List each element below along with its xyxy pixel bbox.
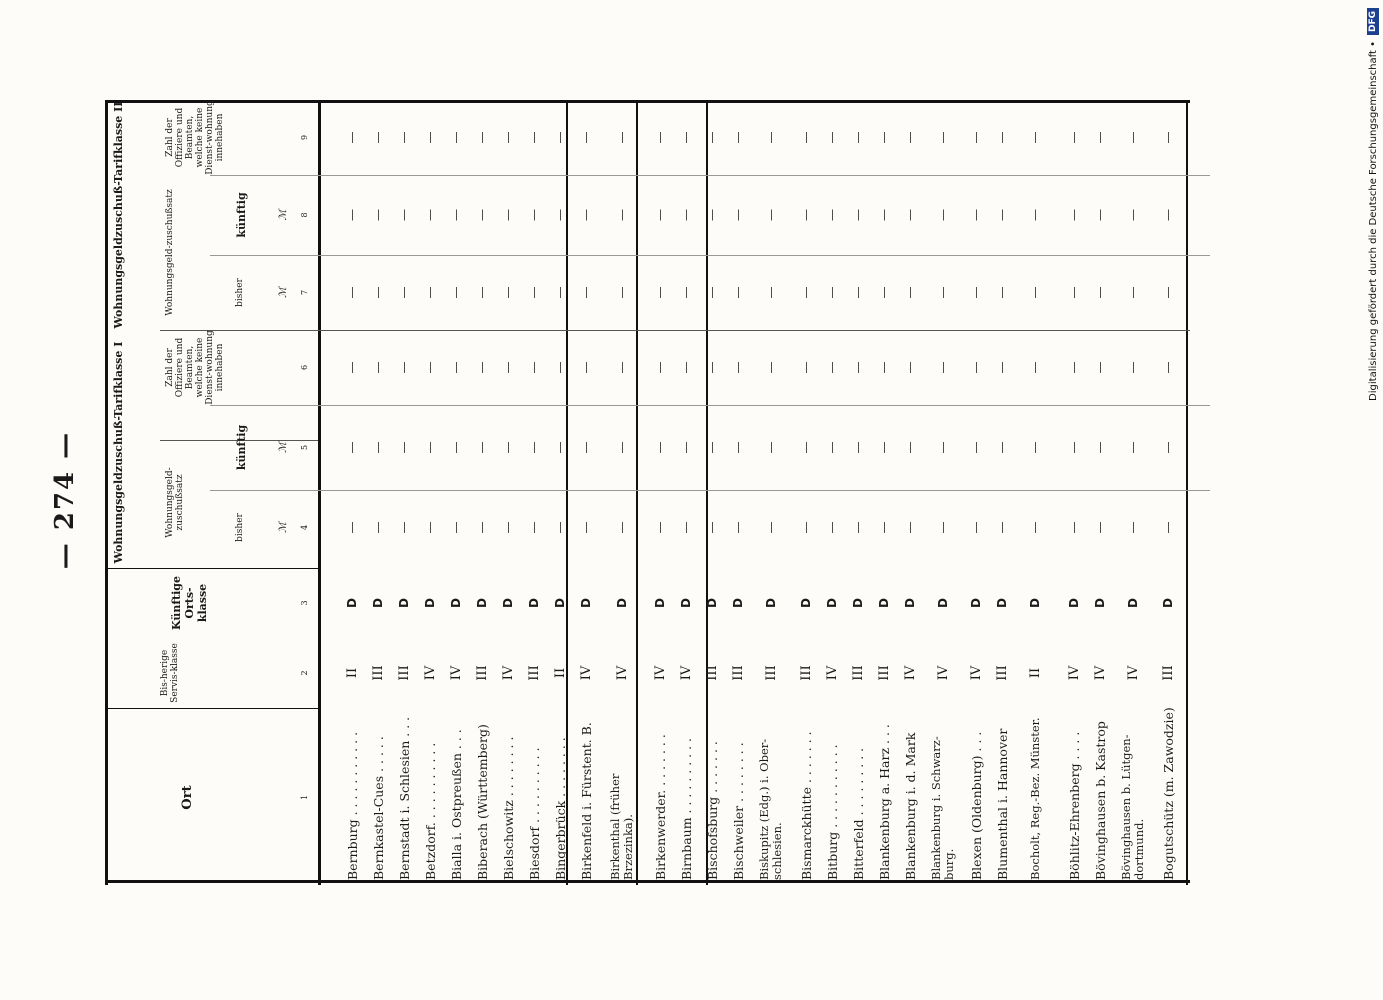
servis-class: IV xyxy=(652,665,668,681)
servis-class: IV xyxy=(448,665,464,681)
officer-count: — xyxy=(423,131,437,144)
tariff-value: — xyxy=(1067,209,1081,221)
servis-class: IV xyxy=(902,665,918,681)
tariff-value: — xyxy=(851,521,865,534)
place-name: Bischofsburg . . . . . . . xyxy=(704,741,720,880)
tariff-value: — xyxy=(449,521,463,534)
tariff-value: — xyxy=(501,521,515,534)
tariff-value: — xyxy=(903,209,917,221)
tariff-value: — xyxy=(345,441,359,454)
header-ort: Ort xyxy=(180,785,195,810)
col-number: 2 xyxy=(300,670,309,676)
tariff-value: — xyxy=(995,521,1009,534)
officer-count: — xyxy=(705,361,719,374)
tariff-value: — xyxy=(1028,521,1042,534)
tariff-value: — xyxy=(705,286,719,299)
tariff-value: — xyxy=(653,441,667,454)
tariff-value: — xyxy=(1161,286,1175,299)
servis-class: III xyxy=(994,665,1010,681)
officer-count: — xyxy=(579,131,593,144)
tariff-value: — xyxy=(449,286,463,299)
orts-class: D xyxy=(731,598,745,608)
tariff-value: — xyxy=(397,521,411,534)
officer-count: — xyxy=(877,361,891,374)
header-kuenftig-2: künftig xyxy=(235,192,248,238)
officer-count: — xyxy=(475,361,489,374)
officer-count: — xyxy=(653,361,667,374)
dfg-logo: DFG xyxy=(1367,8,1379,35)
orts-class: D xyxy=(705,598,719,608)
officer-count: — xyxy=(877,131,891,144)
header-tarifklasse-2: Wohnungsgeldzuschuß-Tarifklasse II xyxy=(112,101,125,329)
tariff-value: — xyxy=(1028,441,1042,454)
servis-class: III xyxy=(704,665,720,681)
col-number: 3 xyxy=(300,600,309,606)
orts-class: D xyxy=(799,598,813,608)
servis-class: IV xyxy=(500,665,516,681)
tariff-value: — xyxy=(995,286,1009,299)
header-bisher-1: bisher xyxy=(235,513,245,542)
orts-class: D xyxy=(764,598,778,608)
tariff-value: — xyxy=(345,286,359,299)
servis-class: II xyxy=(1027,667,1043,679)
tariff-value: — xyxy=(371,441,385,454)
officer-count: — xyxy=(553,131,567,144)
tariff-value: — xyxy=(1093,209,1107,221)
orts-class: D xyxy=(553,598,567,608)
tariff-value: — xyxy=(615,521,629,534)
tariff-value: — xyxy=(731,521,745,534)
officer-count: — xyxy=(1093,131,1107,144)
place-name: Bingerbrück . . . . . . . . xyxy=(552,737,568,880)
officer-count: — xyxy=(553,361,567,374)
servis-class: III xyxy=(370,665,386,681)
officer-count: — xyxy=(679,131,693,144)
tariff-value: — xyxy=(731,441,745,454)
unit-mark: ℳ xyxy=(278,442,289,453)
horizontal-rule xyxy=(105,568,320,569)
tariff-value: — xyxy=(764,286,778,299)
col-number: 1 xyxy=(300,794,309,801)
tariff-value: — xyxy=(936,286,950,299)
tariff-value: — xyxy=(825,521,839,534)
col-number: 6 xyxy=(300,364,309,371)
tariff-value: — xyxy=(579,286,593,299)
orts-class: D xyxy=(475,598,489,608)
place-name: Biberach (Württemberg) xyxy=(474,724,490,880)
tariff-value: — xyxy=(653,286,667,299)
orts-class: D xyxy=(995,598,1009,608)
tariff-value: — xyxy=(449,441,463,454)
orts-class: D xyxy=(527,598,541,608)
digitization-credit xyxy=(1365,8,1381,400)
servis-class: IV xyxy=(1066,665,1082,681)
tariff-value: — xyxy=(527,209,541,221)
tariff-value: — xyxy=(475,286,489,299)
header-kuenftig-1: künftig xyxy=(235,424,248,471)
tariff-value: — xyxy=(579,209,593,221)
header-zahl-1: Zahl der Offiziere und Beamten, welche keine Dienst-wohnung innehaben xyxy=(165,330,225,405)
servis-class: II xyxy=(344,667,360,679)
tariff-value: — xyxy=(615,286,629,299)
tariff-value: — xyxy=(527,441,541,454)
servis-class: IV xyxy=(968,665,984,681)
tariff-value: — xyxy=(936,441,950,454)
tariff-value: — xyxy=(501,286,515,299)
horizontal-rule xyxy=(105,708,320,709)
officer-count: — xyxy=(731,361,745,374)
place-name: Bövinghausen b. Lütgen-dortmund. xyxy=(1119,734,1146,880)
tariff-value: — xyxy=(423,209,437,221)
tariff-value: — xyxy=(903,286,917,299)
tariff-value: — xyxy=(799,209,813,221)
place-name: Biesdorf . . . . . . . . . . xyxy=(526,747,542,880)
tariff-value: — xyxy=(877,286,891,299)
tariff-value: — xyxy=(553,286,567,299)
servis-class: IV xyxy=(935,665,951,681)
officer-count: — xyxy=(423,361,437,374)
servis-class: III xyxy=(526,665,542,681)
officer-count: — xyxy=(1126,131,1140,144)
tariff-value: — xyxy=(825,209,839,221)
tariff-value: — xyxy=(799,441,813,454)
officer-count: — xyxy=(397,361,411,374)
tariff-value: — xyxy=(397,286,411,299)
tariff-value: — xyxy=(1161,209,1175,221)
vertical-rule xyxy=(1186,100,1188,885)
tariff-value: — xyxy=(969,209,983,221)
orts-class: D xyxy=(449,598,463,608)
place-name: Bernstadt i. Schlesien . . . xyxy=(396,716,412,880)
tariff-value: — xyxy=(371,521,385,534)
servis-class: IV xyxy=(614,665,630,681)
servis-class: III xyxy=(474,665,490,681)
servis-class: III xyxy=(798,665,814,681)
tariff-value: — xyxy=(527,286,541,299)
col-number: 7 xyxy=(300,289,309,296)
tariff-value: — xyxy=(475,521,489,534)
place-name: Blankenburg i. d. Mark xyxy=(902,732,918,880)
tariff-value: — xyxy=(1067,441,1081,454)
officer-count: — xyxy=(501,131,515,144)
unit-mark: ℳ xyxy=(278,287,289,298)
tariff-value: — xyxy=(371,209,385,221)
place-name: Blankenburg i. Schwarz-burg. xyxy=(929,736,956,880)
tariff-value: — xyxy=(1067,521,1081,534)
digitization-note: Digitalisierung gefördert durch die Deutsche Forschungsgemeinschaft • xyxy=(1367,41,1379,401)
tariff-value: — xyxy=(969,286,983,299)
col-number: 9 xyxy=(300,134,309,141)
tariff-value: — xyxy=(1093,521,1107,534)
tariff-value: — xyxy=(799,286,813,299)
tariff-value: — xyxy=(825,441,839,454)
orts-class: D xyxy=(969,598,983,608)
orts-class: D xyxy=(679,598,693,608)
tariff-value: — xyxy=(553,521,567,534)
col-number: 8 xyxy=(300,212,309,218)
orts-class: D xyxy=(397,598,411,608)
place-name: Bernburg . . . . . . . . . . . xyxy=(344,731,360,880)
officer-count: — xyxy=(764,361,778,374)
orts-class: D xyxy=(1067,598,1081,608)
tariff-value: — xyxy=(903,521,917,534)
tariff-value: — xyxy=(345,521,359,534)
tariff-value: — xyxy=(764,209,778,221)
orts-class: D xyxy=(423,598,437,608)
tariff-value: — xyxy=(679,521,693,534)
orts-class: D xyxy=(1093,598,1107,608)
servis-class: III xyxy=(876,665,892,681)
tariff-value: — xyxy=(851,209,865,221)
tariff-value: — xyxy=(799,521,813,534)
place-name: Blankenburg a. Harz . . . xyxy=(876,724,892,880)
officer-count: — xyxy=(501,361,515,374)
place-name: Bernkastel-Cues . . . . . xyxy=(370,736,386,880)
place-name: Bogutschütz (m. Zawodzie) xyxy=(1160,707,1176,880)
tariff-value: — xyxy=(877,209,891,221)
officer-count: — xyxy=(903,131,917,144)
officer-count: — xyxy=(851,361,865,374)
officer-count: — xyxy=(527,361,541,374)
place-name: Bövinghausen b. Kastrop xyxy=(1092,721,1108,880)
unit-mark: ℳ xyxy=(278,209,289,221)
place-name: Birkenfeld i. Fürstent. B. xyxy=(578,722,594,880)
servis-class: III xyxy=(396,665,412,681)
tariff-value: — xyxy=(764,521,778,534)
officer-count: — xyxy=(371,361,385,374)
tariff-value: — xyxy=(705,209,719,221)
orts-class: D xyxy=(851,598,865,608)
orts-class: D xyxy=(345,598,359,608)
officer-count: — xyxy=(851,131,865,144)
tariff-value: — xyxy=(851,286,865,299)
header-bisherige: Bis-herige Servis-klasse xyxy=(160,643,180,703)
servis-class: III xyxy=(850,665,866,681)
tariff-value: — xyxy=(475,441,489,454)
officer-count: — xyxy=(1028,361,1042,374)
tariff-value: — xyxy=(1161,521,1175,534)
tariff-value: — xyxy=(705,441,719,454)
officer-count: — xyxy=(969,131,983,144)
officer-count: — xyxy=(475,131,489,144)
servis-class: IV xyxy=(578,665,594,681)
orts-class: D xyxy=(653,598,667,608)
tariff-value: — xyxy=(553,209,567,221)
tariff-value: — xyxy=(579,521,593,534)
officer-count: — xyxy=(799,131,813,144)
tariff-value: — xyxy=(995,209,1009,221)
officer-count: — xyxy=(345,131,359,144)
orts-class: D xyxy=(501,598,515,608)
orts-class: D xyxy=(1126,598,1140,608)
place-name: Blumenthal i. Hannover xyxy=(994,728,1010,880)
horizontal-rule xyxy=(105,880,1190,883)
tariff-value: — xyxy=(679,286,693,299)
tariff-value: — xyxy=(995,441,1009,454)
officer-count: — xyxy=(345,361,359,374)
place-name: Betzdorf. . . . . . . . . . . xyxy=(422,742,438,880)
tariff-value: — xyxy=(936,209,950,221)
place-name: Blexen (Oldenburg) . . . xyxy=(968,731,984,880)
officer-count: — xyxy=(1028,131,1042,144)
tariff-value: — xyxy=(969,441,983,454)
col-number: 4 xyxy=(300,524,309,531)
tariff-value: — xyxy=(653,521,667,534)
tariff-value: — xyxy=(705,521,719,534)
place-name: Bitburg . . . . . . . . . . . xyxy=(824,744,840,880)
tariff-value: — xyxy=(449,209,463,221)
tariff-value: — xyxy=(877,521,891,534)
tariff-value: — xyxy=(1028,286,1042,299)
officer-count: — xyxy=(1126,361,1140,374)
officer-count: — xyxy=(705,131,719,144)
tariff-value: — xyxy=(423,521,437,534)
servis-class: III xyxy=(730,665,746,681)
servis-class: IV xyxy=(1092,665,1108,681)
place-name: Birnbaum . . . . . . . . . . xyxy=(678,737,694,880)
header-zahl-2: Zahl der Offiziere und Beamten, welche keine Dienst-wohnung innehaben xyxy=(165,100,225,175)
officer-count: — xyxy=(1161,131,1175,144)
tariff-value: — xyxy=(397,441,411,454)
officer-count: — xyxy=(615,361,629,374)
tariff-value: — xyxy=(615,209,629,221)
officer-count: — xyxy=(371,131,385,144)
place-name: Bialla i. Ostpreußen . . . xyxy=(448,729,464,880)
tariff-value: — xyxy=(825,286,839,299)
officer-count: — xyxy=(995,131,1009,144)
orts-class: D xyxy=(825,598,839,608)
vertical-rule xyxy=(318,100,321,885)
officer-count: — xyxy=(936,361,950,374)
tariff-value: — xyxy=(501,209,515,221)
tariff-value: — xyxy=(764,441,778,454)
servis-class: III xyxy=(1160,665,1176,681)
place-name: Birkenthal (früher Brzezinka). xyxy=(608,773,635,880)
tariff-value: — xyxy=(653,209,667,221)
place-name: Bitterfeld . . . . . . . . . xyxy=(850,747,866,880)
tariff-value: — xyxy=(475,209,489,221)
tariff-value: — xyxy=(1126,521,1140,534)
place-name: Birkenwerder. . . . . . . . xyxy=(652,734,668,880)
officer-count: — xyxy=(995,361,1009,374)
officer-count: — xyxy=(969,361,983,374)
officer-count: — xyxy=(1161,361,1175,374)
servis-class: IV xyxy=(824,665,840,681)
vertical-rule xyxy=(105,100,108,885)
orts-class: D xyxy=(579,598,593,608)
servis-class: III xyxy=(763,665,779,681)
officer-count: — xyxy=(764,131,778,144)
tariff-value: — xyxy=(1028,209,1042,221)
tariff-value: — xyxy=(936,521,950,534)
servis-class: IV xyxy=(1125,665,1141,681)
servis-class: II xyxy=(552,667,568,679)
tariff-value: — xyxy=(423,441,437,454)
officer-count: — xyxy=(731,131,745,144)
tariff-value: — xyxy=(1126,286,1140,299)
officer-count: — xyxy=(527,131,541,144)
tariff-value: — xyxy=(679,209,693,221)
officer-count: — xyxy=(615,131,629,144)
officer-count: — xyxy=(825,131,839,144)
orts-class: D xyxy=(936,598,950,608)
col-number: 5 xyxy=(300,444,309,451)
tariff-value: — xyxy=(877,441,891,454)
tariff-value: — xyxy=(579,441,593,454)
header-bisher-2: bisher xyxy=(235,278,245,307)
unit-mark: ℳ xyxy=(278,522,289,533)
orts-class: D xyxy=(1028,598,1042,608)
officer-count: — xyxy=(1067,361,1081,374)
officer-count: — xyxy=(936,131,950,144)
officer-count: — xyxy=(1093,361,1107,374)
servis-class: IV xyxy=(678,665,694,681)
tariff-value: — xyxy=(851,441,865,454)
header-kuenftige: Künftige Orts-klasse xyxy=(170,576,209,630)
tariff-value: — xyxy=(553,441,567,454)
tariff-value: — xyxy=(1126,209,1140,221)
orts-class: D xyxy=(371,598,385,608)
tariff-value: — xyxy=(501,441,515,454)
officer-count: — xyxy=(799,361,813,374)
header-zuschuss-2: Wohnungsgeld-zuschußsatz xyxy=(165,189,175,316)
page-number: — 274 — xyxy=(50,430,80,570)
orts-class: D xyxy=(615,598,629,608)
tariff-value: — xyxy=(1093,286,1107,299)
tariff-value: — xyxy=(1126,441,1140,454)
place-name: Bocholt, Reg.-Bez. Münster. xyxy=(1027,717,1042,880)
tariff-value: — xyxy=(903,441,917,454)
officer-count: — xyxy=(1067,131,1081,144)
officer-count: — xyxy=(653,131,667,144)
place-name: Bismarckhütte . . . . . . . xyxy=(798,731,814,880)
officer-count: — xyxy=(397,131,411,144)
officer-count: — xyxy=(449,131,463,144)
tariff-value: — xyxy=(1161,441,1175,454)
tariff-value: — xyxy=(527,521,541,534)
tariff-value: — xyxy=(345,209,359,221)
tariff-value: — xyxy=(1093,441,1107,454)
tariff-value: — xyxy=(731,286,745,299)
place-name: Bielschowitz . . . . . . . . xyxy=(500,736,516,880)
tariff-value: — xyxy=(731,209,745,221)
officer-count: — xyxy=(449,361,463,374)
place-name: Biskupitz (Edg.) i. Ober-schlesien. xyxy=(757,738,784,880)
officer-count: — xyxy=(825,361,839,374)
tariff-value: — xyxy=(1067,286,1081,299)
orts-class: D xyxy=(877,598,891,608)
orts-class: D xyxy=(903,598,917,608)
officer-count: — xyxy=(679,361,693,374)
tariff-value: — xyxy=(679,441,693,454)
officer-count: — xyxy=(903,361,917,374)
tariff-value: — xyxy=(371,286,385,299)
place-name: Böhlitz-Ehrenberg . . . . xyxy=(1066,731,1082,880)
tariff-value: — xyxy=(423,286,437,299)
servis-class: IV xyxy=(422,665,438,681)
orts-class: D xyxy=(1161,598,1175,608)
place-name: Bischweiler . . . . . . . . xyxy=(730,742,746,880)
officer-count: — xyxy=(579,361,593,374)
tariff-value: — xyxy=(615,441,629,454)
header-zuschuss-1: Wohnungsgeld-zuschußsatz xyxy=(165,467,185,538)
tariff-value: — xyxy=(397,209,411,221)
header-tarifklasse-1: Wohnungsgeldzuschuß-Tarifklasse I xyxy=(112,341,125,564)
tariff-value: — xyxy=(969,521,983,534)
